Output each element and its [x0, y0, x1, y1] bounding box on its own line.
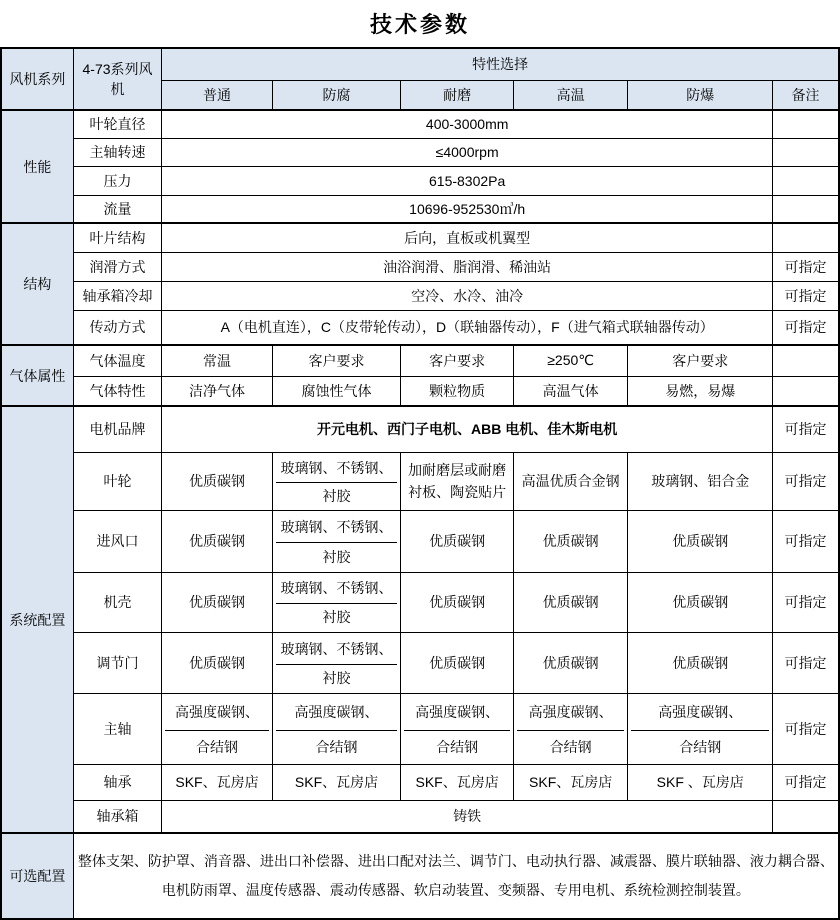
- cell-split: [272, 452, 401, 510]
- cell-value: SKF、瓦房店: [401, 764, 514, 800]
- table-row: [1, 110, 839, 138]
- cell-value: 铸铁: [162, 800, 773, 833]
- row-label: 主轴: [73, 693, 161, 764]
- cell-value: SKF 、瓦房店: [628, 764, 773, 800]
- cell-value: 衬胶: [322, 609, 351, 626]
- page-title: 技术参数: [369, 12, 470, 37]
- cell-value: 优质碳钢: [401, 632, 514, 693]
- col-header-explosion: 防爆: [628, 80, 773, 110]
- cell-value: 衬胶: [322, 548, 351, 565]
- cell-value: 常温: [162, 345, 273, 376]
- table-row: [1, 406, 839, 452]
- cell-value: SKF、瓦房店: [162, 764, 273, 800]
- row-label: 流量: [73, 195, 161, 223]
- cell-value: 合结钢: [436, 738, 479, 755]
- cell-value: 合结钢: [549, 738, 592, 755]
- remark-cell: 可指定: [773, 310, 839, 345]
- cell-value: 优质碳钢: [513, 510, 628, 572]
- section-gas: 气体属性: [1, 345, 73, 406]
- row-label: 压力: [73, 166, 161, 195]
- fan-series-value: 4-73系列风机: [73, 48, 161, 110]
- row-label: 轴承箱冷却: [73, 281, 161, 310]
- cell-value: 高温优质合金钢: [513, 452, 628, 510]
- table-row: [1, 195, 839, 223]
- cell-value: 优质碳钢: [162, 632, 273, 693]
- cell-value: SKF、瓦房店: [272, 764, 401, 800]
- cell-value: 腐蚀性气体: [272, 376, 401, 406]
- cell-value: 玻璃钢、不锈钢、: [276, 512, 398, 544]
- cell-value: A（电机直连），C（皮带轮传动），D（联轴器传动），F（进气箱式联轴器传动）: [162, 310, 773, 345]
- cell-value: 客户要求: [272, 345, 401, 376]
- cell-value: 加耐磨层或耐磨衬板、陶瓷贴片: [401, 452, 514, 510]
- cell-value: 优质碳钢: [401, 572, 514, 632]
- cell-value: 衬胶: [322, 670, 351, 687]
- cell-value: 空冷、水冷、油冷: [162, 281, 773, 310]
- cell-split: [162, 693, 273, 764]
- row-label: 气体特性: [73, 376, 161, 406]
- table-row: [1, 572, 839, 632]
- table-row: [1, 764, 839, 800]
- feature-select-header: 特性选择: [162, 48, 839, 80]
- section-optional: 可选配置: [1, 833, 73, 919]
- cell-value: 油浴润滑、脂润滑、稀油站: [162, 252, 773, 281]
- cell-value: 优质碳钢: [162, 452, 273, 510]
- cell-value: 高强度碳钢、: [517, 695, 625, 732]
- fan-series-header: 风机系列: [1, 48, 73, 110]
- cell-value: 优质碳钢: [628, 572, 773, 632]
- cell-value: 高强度碳钢、: [165, 695, 269, 732]
- remark-cell: [773, 345, 839, 376]
- cell-value: 玻璃钢、不锈钢、: [276, 634, 398, 665]
- cell-value: 合结钢: [679, 738, 722, 755]
- remark-cell: [773, 195, 839, 223]
- table-row: [1, 166, 839, 195]
- cell-value: 高强度碳钢、: [404, 695, 510, 732]
- cell-value: 开元电机、西门子电机、ABB 电机、佳木斯电机: [162, 406, 773, 452]
- cell-value: 优质碳钢: [162, 572, 273, 632]
- table-row: [1, 223, 839, 252]
- remark-cell: 可指定: [773, 764, 839, 800]
- cell-split: [513, 693, 628, 764]
- row-label: 机壳: [73, 572, 161, 632]
- col-header-wear: 耐磨: [401, 80, 514, 110]
- col-header-hightemp: 高温: [513, 80, 628, 110]
- col-header-remark: 备注: [773, 80, 839, 110]
- row-label: 电机品牌: [73, 406, 161, 452]
- table-row: [1, 138, 839, 166]
- row-label: 叶片结构: [73, 223, 161, 252]
- cell-value: 客户要求: [401, 345, 514, 376]
- remark-cell: [773, 166, 839, 195]
- cell-value: 优质碳钢: [162, 510, 273, 572]
- cell-value: 400-3000mm: [162, 110, 773, 138]
- cell-value: 优质碳钢: [401, 510, 514, 572]
- table-row: [1, 376, 839, 406]
- cell-value: 易燃，易爆: [628, 376, 773, 406]
- cell-value: 高强度碳钢、: [631, 695, 769, 732]
- remark-cell: [773, 376, 839, 406]
- cell-value: 玻璃钢、铝合金: [628, 452, 773, 510]
- table-row: [1, 693, 839, 764]
- cell-value: 优质碳钢: [513, 572, 628, 632]
- cell-split: [272, 632, 401, 693]
- cell-value: 玻璃钢、不锈钢、: [276, 574, 398, 605]
- remark-cell: 可指定: [773, 693, 839, 764]
- cell-split: [272, 693, 401, 764]
- cell-value: 客户要求: [628, 345, 773, 376]
- cell-value: 优质碳钢: [513, 632, 628, 693]
- remark-cell: 可指定: [773, 632, 839, 693]
- cell-value: 高温气体: [513, 376, 628, 406]
- header-row-1: [1, 48, 839, 80]
- cell-value: 玻璃钢、不锈钢、: [276, 454, 398, 484]
- cell-value: ≥250℃: [513, 345, 628, 376]
- table-row: [1, 800, 839, 833]
- remark-cell: 可指定: [773, 572, 839, 632]
- remark-cell: [773, 223, 839, 252]
- cell-value: 615-8302Pa: [162, 166, 773, 195]
- cell-value: 10696-952530㎥/h: [162, 195, 773, 223]
- table-row: [1, 510, 839, 572]
- table-row: [1, 281, 839, 310]
- row-label: 轴承: [73, 764, 161, 800]
- cell-value: ≤4000rpm: [162, 138, 773, 166]
- row-label: 气体温度: [73, 345, 161, 376]
- cell-value: 合结钢: [195, 738, 238, 755]
- row-label: 进风口: [73, 510, 161, 572]
- cell-value: 衬胶: [322, 487, 351, 504]
- table-row: [1, 632, 839, 693]
- col-header-anticorrosion: 防腐: [272, 80, 401, 110]
- table-row: [1, 310, 839, 345]
- table-row: [1, 833, 839, 919]
- remark-cell: 可指定: [773, 252, 839, 281]
- cell-value: 后向，直板或机翼型: [162, 223, 773, 252]
- row-label: 主轴转速: [73, 138, 161, 166]
- remark-cell: 可指定: [773, 452, 839, 510]
- optional-config-value: 整体支架、防护罩、消音器、进出口补偿器、进出口配对法兰、调节门、电动执行器、减震器、膜片联轴器、液力耦合器、电机防雨罩、温度传感器、震动传感器、软启动装置、变频器、专用电机、系统检测控制装置。: [73, 833, 839, 919]
- row-label: 润滑方式: [73, 252, 161, 281]
- cell-value: 高强度碳钢、: [276, 695, 398, 732]
- remark-cell: 可指定: [773, 281, 839, 310]
- section-performance: 性能: [1, 110, 73, 223]
- row-label: 叶轮直径: [73, 110, 161, 138]
- spec-table: [0, 47, 840, 920]
- cell-value: 颗粒物质: [401, 376, 514, 406]
- cell-split: [272, 510, 401, 572]
- table-row: [1, 345, 839, 376]
- cell-split: [272, 572, 401, 632]
- row-label: 叶轮: [73, 452, 161, 510]
- row-label: 传动方式: [73, 310, 161, 345]
- cell-value: 优质碳钢: [628, 510, 773, 572]
- row-label: 轴承箱: [73, 800, 161, 833]
- section-structure: 结构: [1, 223, 73, 345]
- remark-cell: [773, 138, 839, 166]
- cell-split: [628, 693, 773, 764]
- col-header-normal: 普通: [162, 80, 273, 110]
- cell-value: 合结钢: [315, 738, 358, 755]
- cell-value: 优质碳钢: [628, 632, 773, 693]
- section-system: 系统配置: [1, 406, 73, 833]
- remark-cell: 可指定: [773, 510, 839, 572]
- cell-split: [401, 693, 514, 764]
- table-row: [1, 452, 839, 510]
- remark-cell: 可指定: [773, 406, 839, 452]
- cell-value: 洁净气体: [162, 376, 273, 406]
- table-row: [1, 252, 839, 281]
- remark-cell: [773, 800, 839, 833]
- row-label: 调节门: [73, 632, 161, 693]
- remark-cell: [773, 110, 839, 138]
- cell-value: SKF、瓦房店: [513, 764, 628, 800]
